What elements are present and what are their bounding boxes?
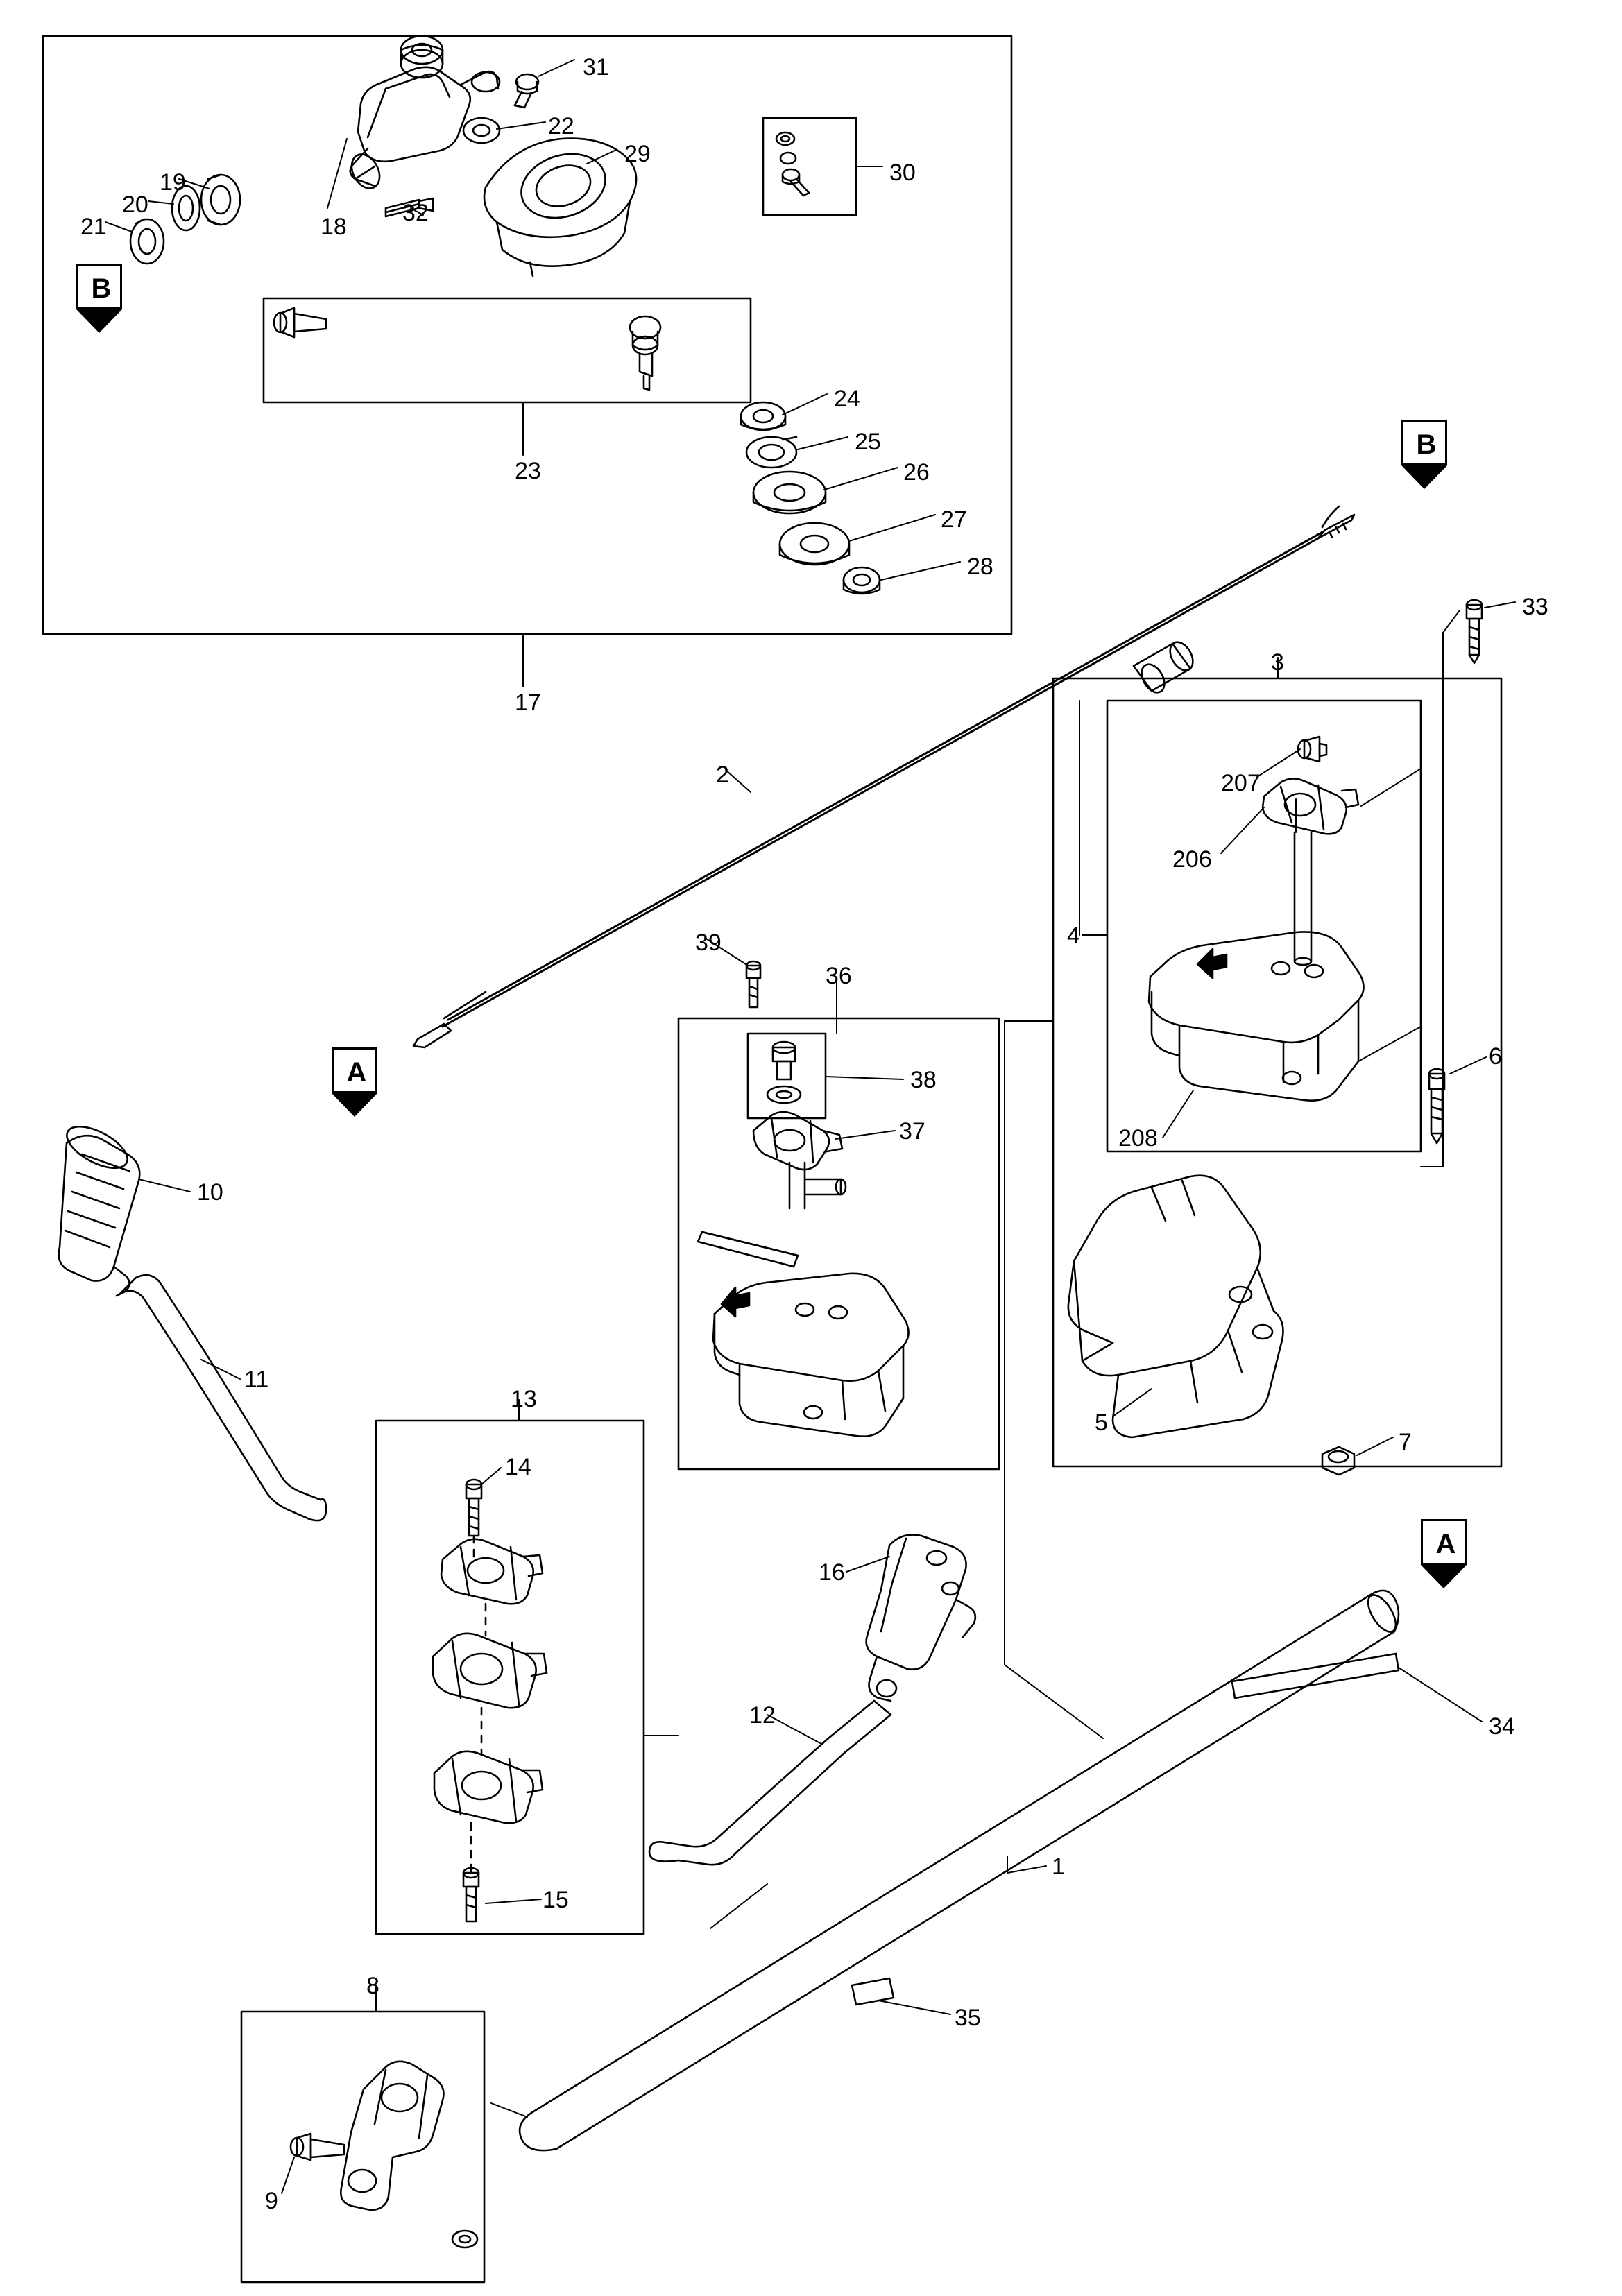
- part-number-20: 20: [122, 191, 148, 218]
- part-number-32: 32: [402, 200, 429, 226]
- part-number-37: 37: [899, 1118, 925, 1145]
- part-number-9: 9: [265, 2188, 278, 2214]
- part-number-33: 33: [1522, 594, 1548, 620]
- part-number-36: 36: [826, 963, 852, 989]
- part-number-5: 5: [1095, 1410, 1108, 1436]
- section-mark-a-right: [1421, 1519, 1467, 1565]
- part-number-24: 24: [834, 386, 860, 412]
- part-number-15: 15: [543, 1887, 569, 1913]
- part-number-8: 8: [366, 1973, 379, 1999]
- part-number-208: 208: [1118, 1125, 1158, 1151]
- part-number-14: 14: [505, 1454, 531, 1480]
- part-number-35: 35: [955, 2005, 981, 2031]
- part-number-30: 30: [889, 160, 916, 186]
- part-number-17: 17: [515, 689, 541, 716]
- part-number-10: 10: [197, 1179, 223, 1206]
- part-number-7: 7: [1399, 1429, 1412, 1455]
- part-number-28: 28: [967, 554, 993, 580]
- part-number-26: 26: [903, 459, 930, 486]
- part-number-1: 1: [1052, 1853, 1065, 1880]
- part-number-11: 11: [244, 1367, 269, 1393]
- part-number-29: 29: [624, 141, 651, 167]
- section-mark-b-left-label: B: [91, 273, 112, 304]
- part-number-38: 38: [910, 1067, 937, 1093]
- part-number-2: 2: [716, 762, 729, 788]
- part-number-25: 25: [855, 429, 881, 455]
- section-mark-b-left: [76, 264, 122, 309]
- section-mark-a-left: [332, 1047, 377, 1093]
- part-number-16: 16: [819, 1559, 845, 1586]
- part-number-4: 4: [1067, 923, 1080, 949]
- part-number-13: 13: [511, 1386, 537, 1412]
- part-number-31: 31: [583, 54, 609, 80]
- part-number-27: 27: [941, 506, 967, 533]
- part-number-207: 207: [1221, 770, 1261, 796]
- part-number-22: 22: [548, 113, 574, 139]
- part-number-21: 21: [80, 214, 107, 240]
- section-mark-a-right-label: A: [1435, 1528, 1456, 1559]
- part-number-6: 6: [1489, 1043, 1502, 1070]
- part-number-19: 19: [160, 169, 186, 196]
- section-mark-a-left-label: A: [346, 1056, 367, 1088]
- part-number-34: 34: [1489, 1713, 1515, 1740]
- part-number-3: 3: [1271, 649, 1284, 676]
- part-number-39: 39: [695, 929, 722, 956]
- section-mark-b-right: [1401, 420, 1447, 465]
- part-number-18: 18: [321, 214, 347, 240]
- section-mark-b-right-label: B: [1416, 429, 1437, 460]
- part-number-12: 12: [749, 1702, 776, 1729]
- part-number-23: 23: [515, 458, 541, 484]
- part-number-206: 206: [1172, 846, 1212, 873]
